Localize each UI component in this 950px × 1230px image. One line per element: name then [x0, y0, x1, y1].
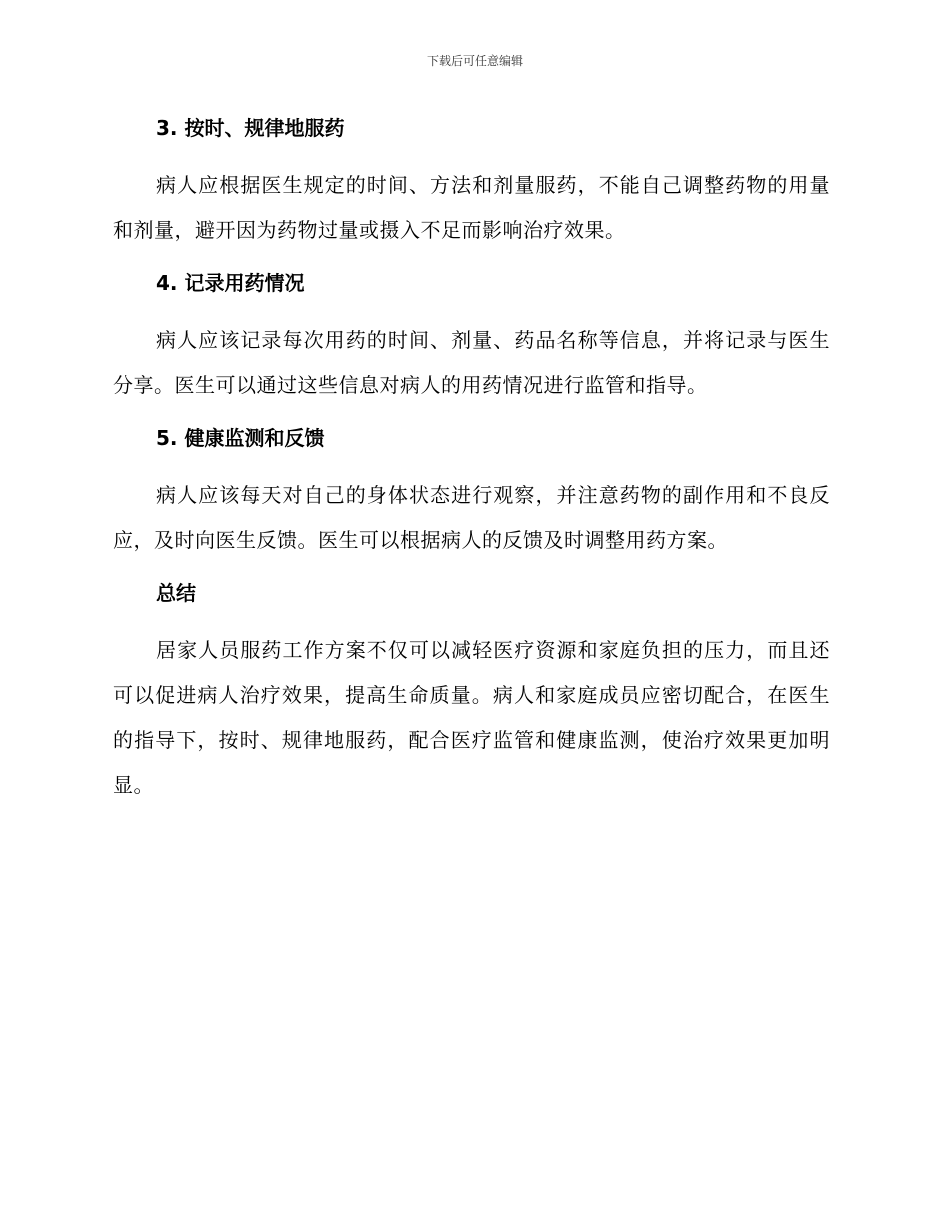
section-medication-record [113, 265, 830, 408]
section-paragraph: 居家人员服药工作方案不仅可以减轻医疗资源和家庭负担的压力，而且还可以促进病人治疗效果，提高生命质量。病人和家庭成员应密切配合，在医生的指导下，按时、规律地服药，配合医疗监管和健康监测，使治疗效果更加明显。 [113, 638, 830, 797]
section-paragraph: 病人应根据医生规定的时间、方法和剂量服药，不能自己调整药物的用量和剂量，避开因为药物过量或摄入不足而影响治疗效果。 [113, 173, 830, 242]
section-heading: 总结 [156, 581, 196, 605]
section-medication-schedule [113, 110, 830, 253]
page-header: 下载后可任意编辑 [426, 54, 523, 68]
section-paragraph: 病人应该每天对自己的身体状态进行观察，并注意药物的副作用和不良反应，及时向医生反馈。医生可以根据病人的反馈及时调整用药方案。 [113, 483, 830, 552]
section-summary [113, 575, 830, 808]
section-paragraph: 病人应该记录每次用药的时间、剂量、药品名称等信息，并将记录与医生分享。医生可以通过这些信息对病人的用药情况进行监管和指导。 [113, 328, 830, 397]
section-heading: 3. 按时、规律地服药 [156, 116, 345, 140]
section-heading: 5. 健康监测和反馈 [156, 426, 325, 450]
section-heading: 4. 记录用药情况 [156, 271, 305, 295]
document-body [113, 110, 830, 808]
section-health-monitoring [113, 420, 830, 563]
